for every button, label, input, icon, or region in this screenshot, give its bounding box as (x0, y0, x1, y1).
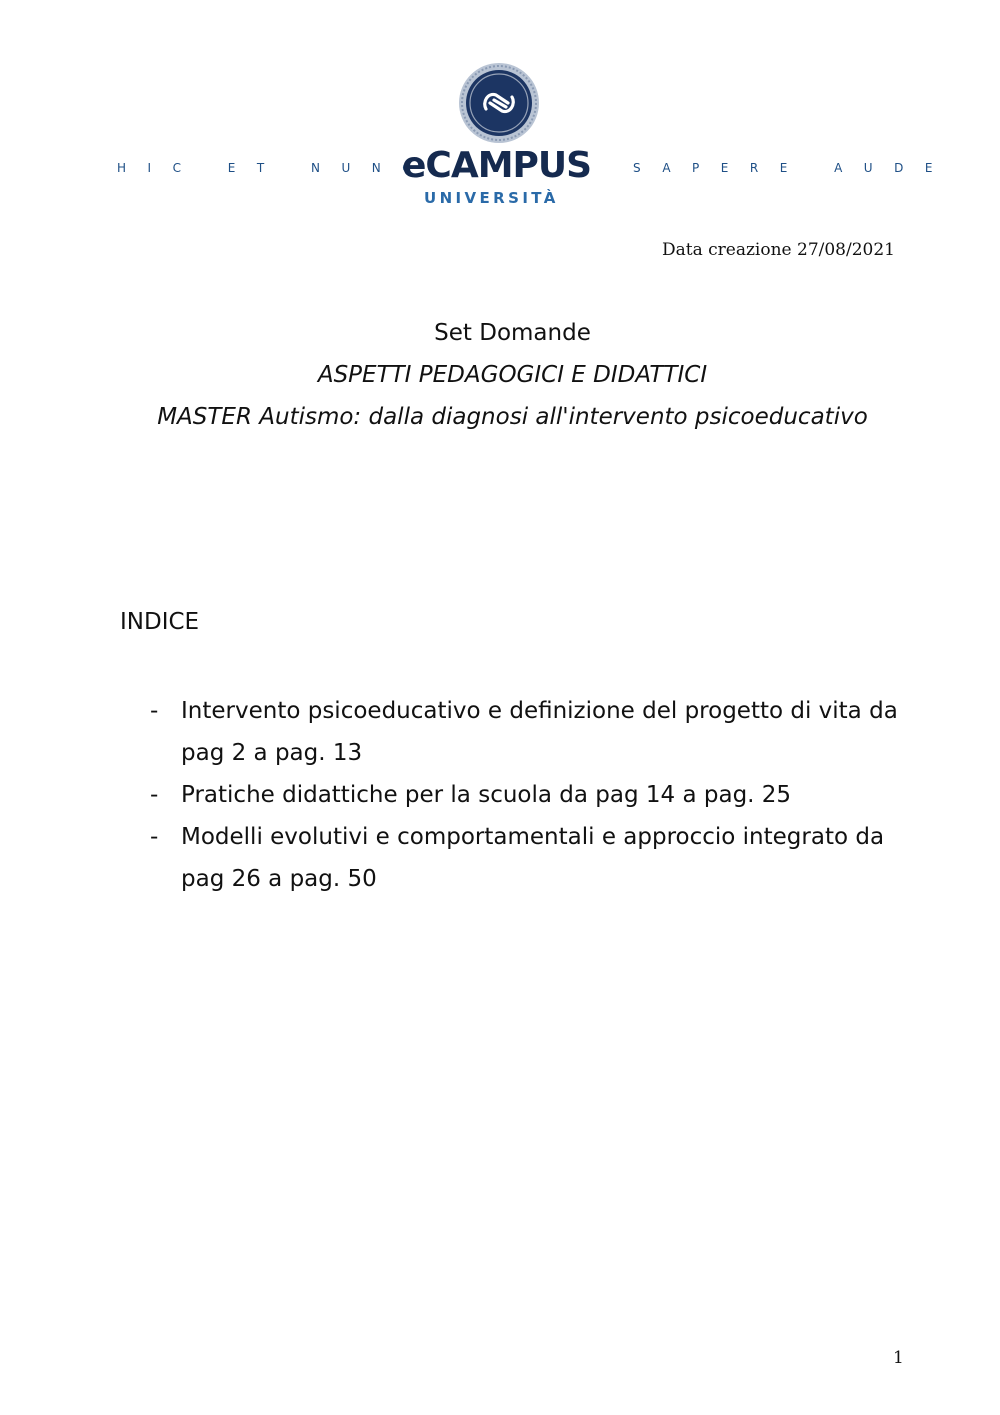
index-item (150, 774, 910, 816)
list-dash: - (150, 824, 159, 850)
index-item-text: Intervento psicoeducativo e definizione del progetto di vita da pag 2 a pag. 13 (181, 698, 898, 766)
index-heading: INDICE (120, 609, 200, 635)
motto-left: HIC ET NUNC (117, 161, 433, 175)
list-dash: - (150, 698, 159, 724)
ecampus-wordmark: eCAMPUS (402, 145, 592, 186)
title-course: ASPETTI PEDAGOGICI E DIDATTICI (317, 362, 708, 388)
ecampus-seal-icon (458, 62, 540, 144)
index-item-text: Pratiche didattiche per la scuola da pag 14 a pag. 25 (181, 782, 792, 808)
index-item-text: Modelli evolutivi e comportamentali e approccio integrato da pag 26 a pag. 50 (181, 824, 885, 892)
title-set-domande: Set Domande (434, 320, 591, 346)
university-subtitle: UNIVERSITÀ (424, 189, 559, 207)
page-number: 1 (893, 1348, 904, 1368)
list-dash: - (150, 782, 159, 808)
creation-date: Data creazione 27/08/2021 (661, 240, 895, 260)
title-block (0, 312, 1000, 438)
index-item (150, 816, 910, 900)
motto-right: SAPERE AUDE (633, 161, 954, 175)
index-list (150, 690, 910, 900)
document-header (0, 0, 1000, 215)
title-master: MASTER Autismo: dalla diagnosi all'intervento psicoeducativo (157, 404, 868, 430)
index-item (150, 690, 910, 774)
